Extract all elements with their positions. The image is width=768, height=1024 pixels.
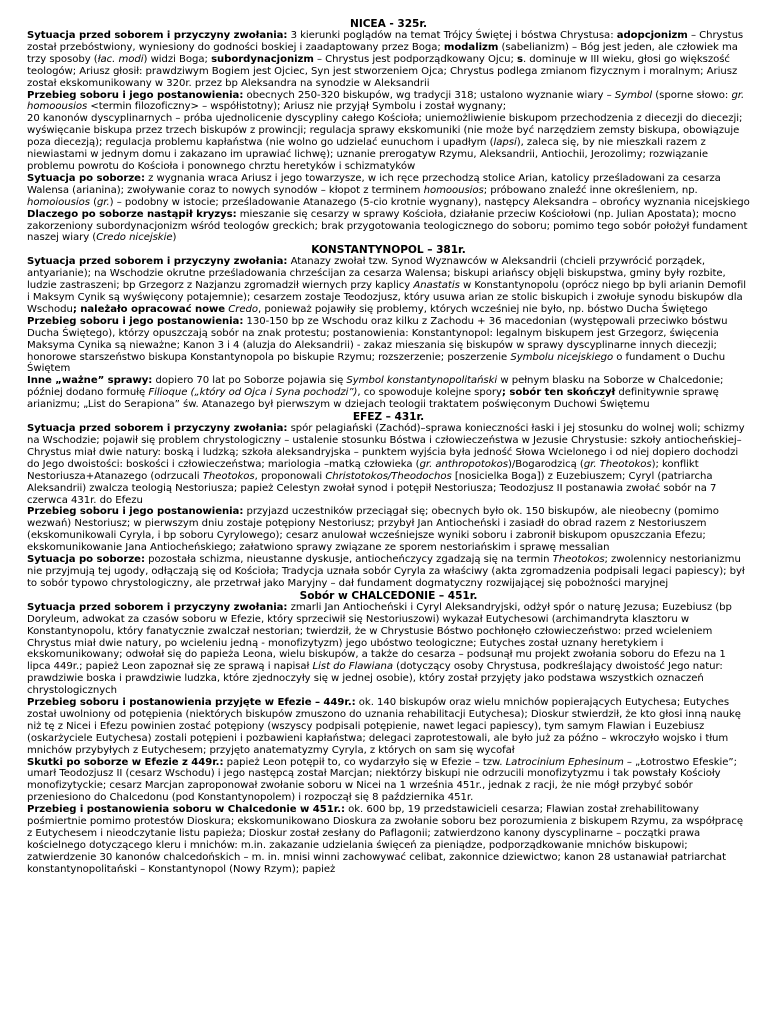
text-run: ok. 140 biskupów oraz wielu mnichów popierających Eutychesa; Eutyches został uwolniony od potępienia (niektórych biskupów zmuszono do uznania rehabilitacji Eutychesa); Dioskur stwierdził, że kto głosi inną naukę niż tę z Nicei i Efezu powinien zostać potępiony (wszyscy podpisali potępienie, nawet legaci papiescy), tym samym Flawian i Euzebiusz (oskarżyciele Eutychesa) zostali potępieni i pozbawieni kapłaństwa; delegaci zaprotestowali, ale było już za późno – wkroczyło wojsko i tłum mnichów przybyłych z Eutychesem; przyjęto anatematyzmy Cyryla, z których on sam się wycofał: [27, 697, 741, 756]
section-paragraph: [27, 375, 750, 411]
text-run: 130-150 bp ze Wschodu oraz kilku z Zachodu + 36 macedonian (występowali przeciwko bóstwu Ducha Świętego), którzy opuszczają sobór na znak protestu; postanowienia: Konstantynopol: legalnym biskupem jest Grzegorz, święcenia Maksyma Cynika są nieważne; Kanon 3 i 4 (aluzja do Aleksandrii) - zakaz mieszania się biskupów w sprawy dyscyplinarne innych diecezji; honorowe starszeństwo biskupa Konstantynopola po biskupie Rzymu; rozszerzenie; poszerzenie: [27, 315, 728, 363]
bold-run: Przebieg soboru i postanowienia przyjęte w Efezie – 449r.:: [27, 697, 356, 709]
bold-run: Inne „ważne” sprawy:: [27, 375, 153, 387]
text-run: przyjazd uczestników przeciągał się; obecnych było ok. 150 biskupów, ale nieobecny (pomimo wezwań) Nestoriusz; w pierwszym dniu zostaje potępiony Nestoriusz; przybył Jan Antiocheński i zasiadł do obrad razem z Nestoriuszem (ekskomunikowali Cyryla, i bp soboru Cyrylowego); cesarz anulował wcześniejsze wyniki soboru i zabronił biskupom opuszczania Efezu; ekskomunikowanie Jana Antiocheńskiego; załatwiono sprawy związane ze sporem nestoriańskim i sprawę messalian: [27, 506, 719, 554]
italic-run: Latrocinium Ephesinum: [505, 756, 624, 768]
text-run: [nosicielka Boga]) z Euzebiuszem; Cyryl (patriarcha Aleksandrii) zwalcza teologią Nestoriusza; papież Celestyn zwołał synod i potępił Nestoriusza; Teodozjusz II postanawia zwołać sobór na 7 czerwca 431r. do Efezu: [27, 470, 717, 506]
italic-run: łac. modi: [97, 53, 144, 65]
section-paragraph: [27, 506, 750, 554]
text-run: ; próbowano znaleźć inne określeniem, np.: [483, 184, 698, 196]
text-run: dopiero 70 lat po Soborze pojawia się: [152, 375, 347, 387]
text-run: ) – podobny w istocie; prześladowanie Atanazego (5-cio krotnie wygnany), następcy Aleksandra – obrońcy wyznania nicejskiego: [109, 196, 750, 208]
text-run: , co spowoduje kolejne spory: [357, 387, 502, 399]
text-run: (sabelianizm) – Bóg jest jeden, ale człowiek ma trzy sposoby (: [27, 41, 738, 65]
bold-run: Przebieg i postanowienia soboru w Chalcedonie w 451r.:: [27, 804, 345, 816]
text-run: spór pelagiański (Zachód)–sprawa konieczności łaski i jej stosunku do wolnej woli; schizmy na Wschodzie; pojawił się problem chrystologiczny – ustalenie stosunku Bóstwa i człowieczeństwa w Jezusie Chrystusie: szkoły antiocheńskiej– Chrystus miał dwie natury: boską i ludzką; szkoła aleksandryjska – punktem wyjścia była jedność Słowa Wcielonego i od niej dopiero dochodzi do Jego dwoistości: boskości i człowieczeństwa; mariologia –matką człowieka (: [27, 423, 745, 470]
text-run: 3 kierunki poglądów na temat Trójcy Świętej i bóstwa Chrystusa:: [287, 30, 617, 41]
section-paragraph: [27, 30, 750, 90]
text-run: w pełnym blasku na Soborze w Chalcedonie; później dodano formułę: [27, 375, 724, 399]
text-run: ); konflikt Nestoriusza+Atanazego (odrzucali: [27, 458, 699, 482]
section-title: NICEA - 325r.: [350, 18, 427, 30]
bold-run: ; należało opracować nowe: [72, 303, 226, 315]
text-run: 20 kanonów dyscyplinarnych – próba ujednolicenie dyscypliny całego Kościoła; uniemożliwienie biskupom przechodzenia z diecezji do diecezji; wyświęcanie biskupa przez trzech biskupów z prowincji; regulacja sprawy ekskomuniki (nie może być narzędziem zemsty biskupa, obowiązuje poza diecezją); regulacja problemu kapłaństwa (nie wolno go udzielać eunuchom i upadłym (: [27, 113, 743, 149]
section-title: EFEZ – 431r.: [352, 411, 425, 424]
italic-run: gr. homoousios: [27, 89, 745, 113]
bold-run: s: [517, 53, 523, 65]
italic-run: homoousios: [423, 184, 484, 196]
bold-run: Sytuacja przed soborem i przyczyny zwołania:: [27, 601, 288, 613]
text-run: ok. 600 bp, 19 przedstawicieli cesarza; Flawian został zrehabilitowany pośmiertnie pomimo protestów Dioskura; ekskomunikowano Dioskura za zwołanie soboru bez porozumienia z biskupem Rzymu, za współpracę z Eutychesem i nieodczytanie listu papieża; Dioskur został zesłany do Paflagonii; zatwierdzono kanony dyscyplinarne – początki prawa kościelnego dotyczącego kleru i mnichów: m.in. zakazanie udzielania święceń za pieniądze, podporządkowanie mnichów biskupowi; zatwierdzenie 30 kanonów chalcedońskich – m. in. mnisi winni zachowywać celibat, zakonnice dziewictwo; kanon 28 ustanawiał patriarchat konstantynopolitański – Konstantynopol (Nowy Rzym); papież: [27, 804, 743, 875]
section-paragraph: [27, 209, 750, 245]
italic-run: Symbolu nicejskiego: [510, 351, 614, 363]
section-title: KONSTANTYNOPOL – 381r.: [311, 244, 466, 257]
text-run: (: [89, 196, 97, 208]
bold-run: Przebieg soboru i jego postanowienia:: [27, 315, 244, 327]
text-run: <termin filozoficzny> – współistotny); Ariusz nie przyjął Symbolu i został wygnany;: [87, 101, 507, 113]
bold-run: subordynacjonizm: [211, 53, 314, 65]
section-paragraph: [27, 697, 750, 757]
italic-run: Filioque („który od Ojca i Syna pochodzi”): [148, 387, 358, 399]
bold-run: Skutki po soborze w Efezie z 449r.:: [27, 756, 224, 768]
italic-run: Christotokos/Theodochos: [325, 470, 452, 482]
text-run: obecnych 250-320 biskupów, wg tradycji 318; ustalono wyznanie wiary –: [243, 89, 615, 101]
text-run: mieszanie się cesarzy w sprawy Kościoła, działanie przeciw Kościołowi (np. Julian Apostata); mocno zakorzeniony subordynacjonizm wśród teologów greckich; brak przygotowania teologicznego do soboru; pomimo tego sobór położył fundament naszej wiary (: [27, 208, 748, 244]
italic-run: homoiousios: [27, 196, 90, 208]
bold-run: adopcjonizm: [616, 30, 688, 41]
text-run: – „Łotrostwo Efeskie”; umarł Teodozjusz II (cesarz Wschodu) i jego następcą został Marcjan; niektórzy biskupi nie odrzucili monofizytyzmu i tak powstały Kościoły monofizytyckie; cesarz Marcjan zaproponował zwołanie soboru w Nicei na 1 września 451r., jednak z racji, że nie mógł przybyć sobór przeniesiono do Chalcedonu (pod Konstantynopolem) i rozpoczął się 8 października 451r.: [27, 756, 737, 804]
text-run: ) widzi Boga;: [143, 53, 212, 65]
text-run: papież Leon potępił to, co wydarzyło się w Efezie – tzw.: [223, 756, 506, 768]
italic-run: Theotokos: [552, 554, 605, 566]
bold-run: ; sobór ten skończył: [501, 387, 616, 399]
bold-run: Sytuacja przed soborem i przyczyny zwołania:: [27, 256, 288, 268]
italic-run: lapsi: [493, 137, 517, 149]
section-paragraph: [27, 554, 750, 590]
italic-run: Symbol: [614, 89, 653, 101]
text-run: (sporne słowo:: [652, 89, 732, 101]
text-run: ), zaleca się, by nie mieszkali razem z niewiastami w jednym domu i zakazano im uprawiać lichwę); uznanie prerogatyw Rzymu, Aleksandrii, Antiochii, Jerozolimy; rozwiązanie problemu powrotu do Kościoła i ponownego chrztu heretyków i schizmatyków: [27, 137, 709, 172]
italic-run: List do Flawiana: [312, 661, 393, 673]
text-run: Atanazy zwołał tzw. Synod Wyznawców w Aleksandrii (chcieli przywrócić porządek, antyarianie); na Wschodzie okrutne prześladowania chrześcijan za cesarza Walensa; biskupi ariańscy objęli biskupstwa, gminy były rozbite, ludzie zastraszeni; bp Grzegorz z Nazjanzu zgromadził wiernych przy kaplicy: [27, 256, 726, 292]
italic-run: Credo nicejskie: [96, 232, 173, 244]
section-paragraph: [27, 804, 750, 875]
text-run: , ponieważ pojawiły się problemy, których wcześniej nie było, np. bóstwo Ducha Świętego: [258, 303, 708, 315]
text-run: , proponowali: [254, 470, 326, 482]
bold-run: Dlaczego po soborze nastąpił kryzys:: [27, 208, 237, 220]
italic-run: Credo: [228, 303, 259, 315]
section-paragraph: [27, 90, 750, 173]
bold-run: Sytuacja po soborze:: [27, 172, 145, 184]
text-run: ; zwolennicy nestorianizmu nie przyjmują tej ugody, odłączają się od Kościoła; Tradycja uznała sobór Cyryla za właściwy (akta zgromadzenia podpisali legaci papiescy); był to sobór typowo chrystologiczny, ale przetrwał jako Maryjny – dał fundament dogmatyczny rozwijającej się pobożności maryjnej: [27, 554, 745, 589]
text-run: – Chrystus został przebóstwiony, wyniesiony do godności boskiej i zaadaptowany przez Boga;: [27, 30, 744, 53]
text-run: definitywnie sprawę arianizmu; „List do Serapiona” św. Atanazego był pierwszym w dziejach teologii traktatem poświęconym Duchowi Świętemu: [27, 387, 719, 411]
text-run: ): [172, 232, 177, 244]
text-run: – Chrystus jest podporządkowany Ojcu;: [313, 53, 518, 65]
text-run: (dotyczący osoby Chrystusa, podkreślający dwoistość Jego natur: prawdziwie boska i prawdziwie ludzka, które zjednoczyły się w jednej osobie), który został przyjęty jako podstawa wszystkich oznaczeń chrystologicznych: [27, 661, 723, 697]
bold-run: Sytuacja przed soborem i przyczyny zwołania:: [27, 423, 288, 435]
bold-run: Sytuacja przed soborem i przyczyny zwołania:: [27, 30, 288, 41]
italic-run: Theotokos: [202, 470, 255, 482]
text-run: )/Bogarodzicą (: [508, 458, 584, 470]
italic-run: Anastatis: [413, 280, 460, 292]
section-paragraph: [27, 602, 750, 697]
italic-run: gr.: [96, 196, 110, 208]
bold-run: Przebieg soboru i jego postanowienia:: [27, 89, 244, 101]
section-title: Sobór w CHALCEDONIE – 451r.: [299, 589, 478, 602]
text-run: pozostała schizma, nieustanne dyskusje, antiocheńczycy zgadzają się na termin: [144, 554, 553, 566]
bold-run: Przebieg soboru i jego postanowienia:: [27, 506, 244, 518]
italic-run: gr. Theotokos: [583, 458, 652, 470]
italic-run: gr. anthropotokos: [419, 458, 509, 470]
section-paragraph: [27, 256, 750, 316]
text-run: . dominuje w III wieku, głosi go większość teologów; Ariusz głosił: prawdziwym Bogiem jest Ojciec, Syn jest stworzeniem Ojca; Chrystus podlega zmianom fizycznym i moralnym; Ariusz został ekskomunikowany w 320r. przez bp Aleksandra na synodzie w Aleksandrii: [27, 53, 738, 89]
italic-run: Symbol konstantynopolitański: [346, 375, 498, 387]
section-paragraph: [27, 316, 750, 376]
text-run: zmarli Jan Antiocheński i Cyryl Aleksandryjski, odżył spór o naturę Jezusa; Euzebiusz (bp Doryleum, adwokat za czasów soboru w Efezie, który sprzeciwił się Nestoriuszowi) wykazał Eutychesowi (archimandryta klasztoru w Konstantynopolu, który fanatycznie zwalczał nestorian; twierdził, że w Chrystusie Bóstwo pochłonęło człowieczeństwo: przed wcieleniem Chrystus miał dwie natury, po wcieleniu jedną - monofizytyzm) jego ubóstwo teologiczne; Eutyches został uznany heretykiem i ekskomunikowany; odwołał się do papieża Leona, wielu biskupów, a także do cesarza – podsunął mu projekt zwołania soboru do Efezu na 1 lipca 449r.; papież Leon zapoznał się ze sprawą i napisał: [27, 601, 732, 673]
bold-run: modalizm: [443, 41, 499, 53]
text-run: z wygnania wraca Ariusz i jego towarzysze, w ich ręce przechodzą stolice Arian, katolicy prześladowani za cesarza Walensa (arianina); zwoływanie coraz to nowych synodów – kłopot z terminem: [27, 172, 721, 196]
text-run: w Konstantynopolu (oprócz niego bp byli arianin Demofil i Maksym Cynik są wyświęcony potajemnie); cesarzem zostaje Teodozjusz, który usuwa arian ze stolic biskupich i zwołuje synodu biskupów dla Wschodu: [27, 280, 747, 315]
section-paragraph: [27, 423, 750, 506]
section-paragraph: [27, 173, 750, 209]
bold-run: Sytuacja po soborze:: [27, 554, 145, 566]
text-run: o fundament o Duchu Świętem: [27, 351, 726, 375]
section-paragraph: [27, 757, 750, 805]
